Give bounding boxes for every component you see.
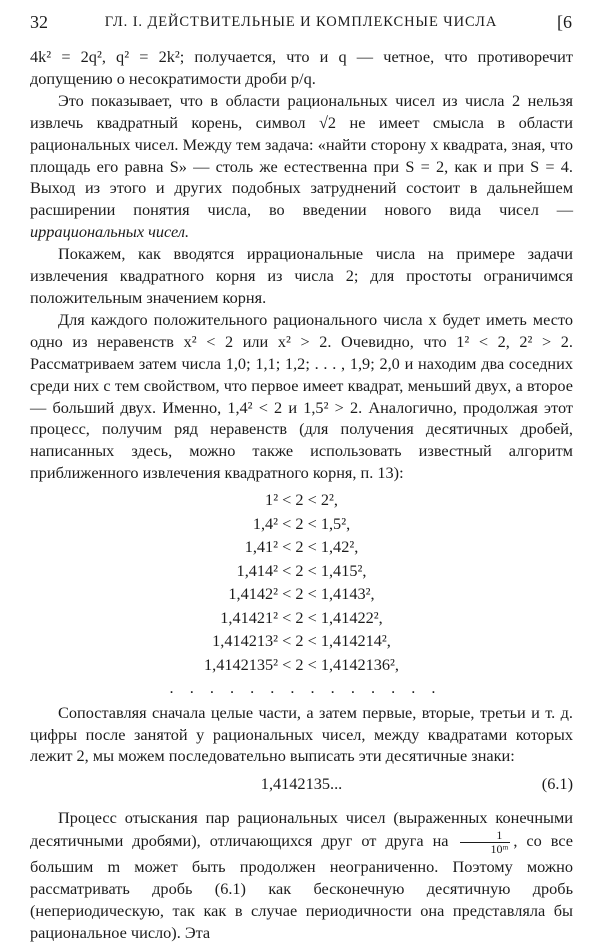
fraction <box>460 829 510 856</box>
paragraph-1: 4k² = 2q², q² = 2k²; получается, что и q — четное, что противоречит допущению о несократимости дроби p/q. <box>30 47 573 88</box>
paragraph-3: Покажем, как вводятся иррациональные числа на примере задачи извлечения квадратного корня из числа 2; для простоты ограничимся положительным значением корня. <box>30 244 573 307</box>
section-marker: [6 <box>557 12 572 32</box>
paragraph-2-text: Это показывает, что в области рациональных чисел из числа 2 нельзя извлечь квадратный корень, символ √2 не имеет смысла в области рациональных чисел. Между тем задача: «найти сторону x квадрата, зная, что площадь его равна S» — столь же естественна при S = 2, как и при S = 4. Выход из этого и других подобных затруднений состоит в дальнейшем расширении понятия числа, во введении нового вида чисел — <box>30 90 573 220</box>
paragraph-6 <box>30 807 573 944</box>
paragraph-6-text-a: Процесс отыскания пар рациональных чисел (выраженных конечными десятичными дробями), отличающихся друг от друга на <box>30 808 573 851</box>
inequality-row: 1,414² < 2 < 1,415², <box>236 560 367 580</box>
inequality-row: 1,41² < 2 < 1,42², <box>244 537 359 557</box>
inequality-row: 1,414213² < 2 < 1,414214², <box>212 631 391 651</box>
page-body <box>30 46 573 944</box>
numbered-equation <box>30 773 573 799</box>
paragraph-5: Сопоставляя сначала целые части, а затем первые, вторые, третьи и т. д. цифры после занятой у рациональных чисел, между квадратами которых лежит 2, мы можем последовательно выписать эти десятичные знаки: <box>30 702 573 766</box>
paragraph-2-emphasis: иррациональных чисел. <box>30 222 190 242</box>
chapter-title: ГЛ. I. ДЕЙСТВИТЕЛЬНЫЕ И КОМПЛЕКСНЫЕ ЧИСЛА <box>104 14 498 30</box>
ellipsis-row: . . . . . . . . . . . . . . <box>169 678 442 698</box>
running-header <box>30 12 572 36</box>
paragraph-2 <box>30 90 573 243</box>
equation-label: (6.1) <box>541 774 573 794</box>
equation-expression: 1,4142135... <box>260 774 343 794</box>
inequality-row: 1,4142² < 2 < 1,4143², <box>228 584 375 604</box>
inequality-row: 1,4² < 2 < 1,5², <box>252 513 351 533</box>
inequality-row: 1,4142135² < 2 < 1,4142136², <box>203 654 399 674</box>
paragraph-6-text-b: , со все большим m может быть продолжен неограниченно. Поэтому можно рассматривать дробь (6.1) как бесконечную десятичную дробь (непериодическую, так как в случае периодичности она представляла бы рациональное число). Эта <box>30 831 573 942</box>
fraction-denominator: 10ᵐ <box>490 842 509 857</box>
inequality-row: 1,41421² < 2 < 1,41422², <box>220 607 383 627</box>
inequality-list <box>30 488 573 700</box>
page-number: 32 <box>30 12 48 32</box>
fraction-numerator: 1 <box>460 829 510 843</box>
inequality-row: 1² < 2 < 2², <box>265 490 338 510</box>
paragraph-4: Для каждого положительного рационального числа x будет иметь место одно из неравенств x² < 2 или x² > 2. Очевидно, что 1² < 2, 2² > 2. Рассматриваем затем числа 1,0; 1,1; 1,2; . . . , 1,9; 2,0 и находим два соседних среди них с тем свойством, что первое имеет квадрат, меньший двух, а второе — больший двух. Именно, 1,4² < 2 и 1,5² > 2. Аналогично, продолжая этот процесс, получим ряд неравенств (для получения десятичных дробей, написанных здесь, можно также использовать известный алгоритм приближенного извлечения квадратного корня, п. 13): <box>30 309 573 483</box>
